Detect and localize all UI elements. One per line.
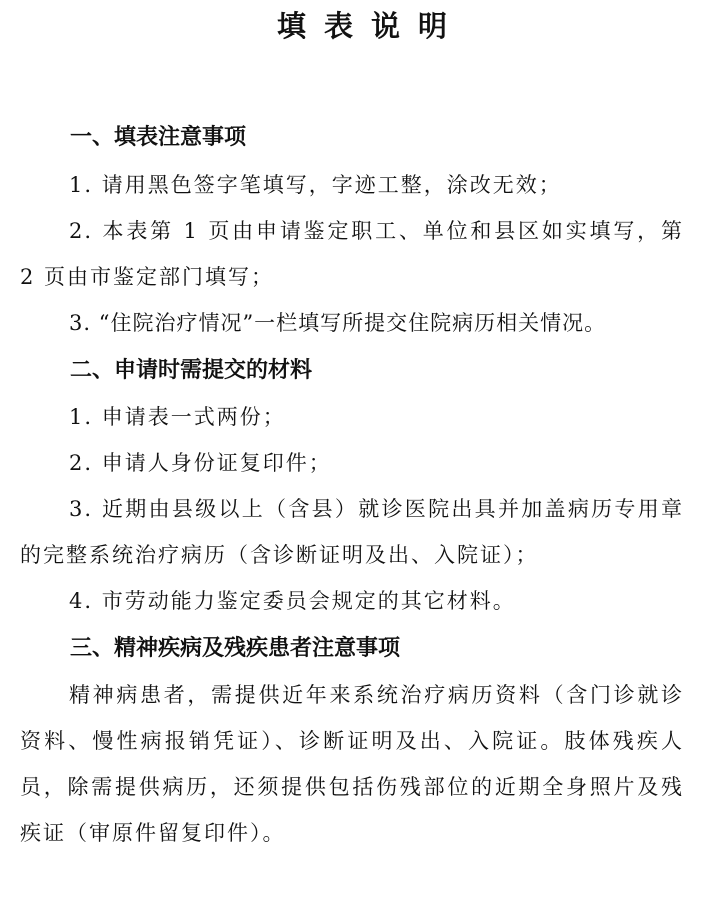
section-heading-2: 二、申请时需提交的材料 [70, 358, 313, 383]
page-title: 填表说明 [276, 9, 465, 43]
section-heading-3: 三、精神疾病及残疾患者注意事项 [70, 636, 401, 661]
section-2-item-1: 1. 申请表一式两份； [69, 405, 286, 429]
section-2-item-4: 4. 市劳动能力鉴定委员会规定的其它材料。 [69, 589, 516, 613]
section-2-item-3: 3. 近期由县级以上（含县）就诊医院出具并加盖病历专用章的完整系统治疗病历（含诊断证明及出、入院证）； [20, 497, 684, 567]
section-heading-1: 一、填表注意事项 [70, 125, 247, 150]
section-1-item-1: 1. 请用黑色签字笔填写，字迹工整，涂改无效； [69, 173, 562, 197]
section-3-paragraph: 精神病患者，需提供近年来系统治疗病历资料（含门诊就诊资料、慢性病报销凭证）、诊断证明及出、入院证。肢体残疾人员，除需提供病历，还须提供包括伤残部位的近期全身照片及残疾证（审原件留复印件）。 [20, 683, 684, 845]
section-1-item-2: 2. 本表第 1 页由申请鉴定职工、单位和县区如实填写，第 2 页由市鉴定部门填写； [20, 219, 684, 289]
section-2-item-2: 2. 申请人身份证复印件； [69, 451, 332, 475]
section-1-item-3: 3. “住院治疗情况”一栏填写所提交住院病历相关情况。 [69, 311, 607, 335]
